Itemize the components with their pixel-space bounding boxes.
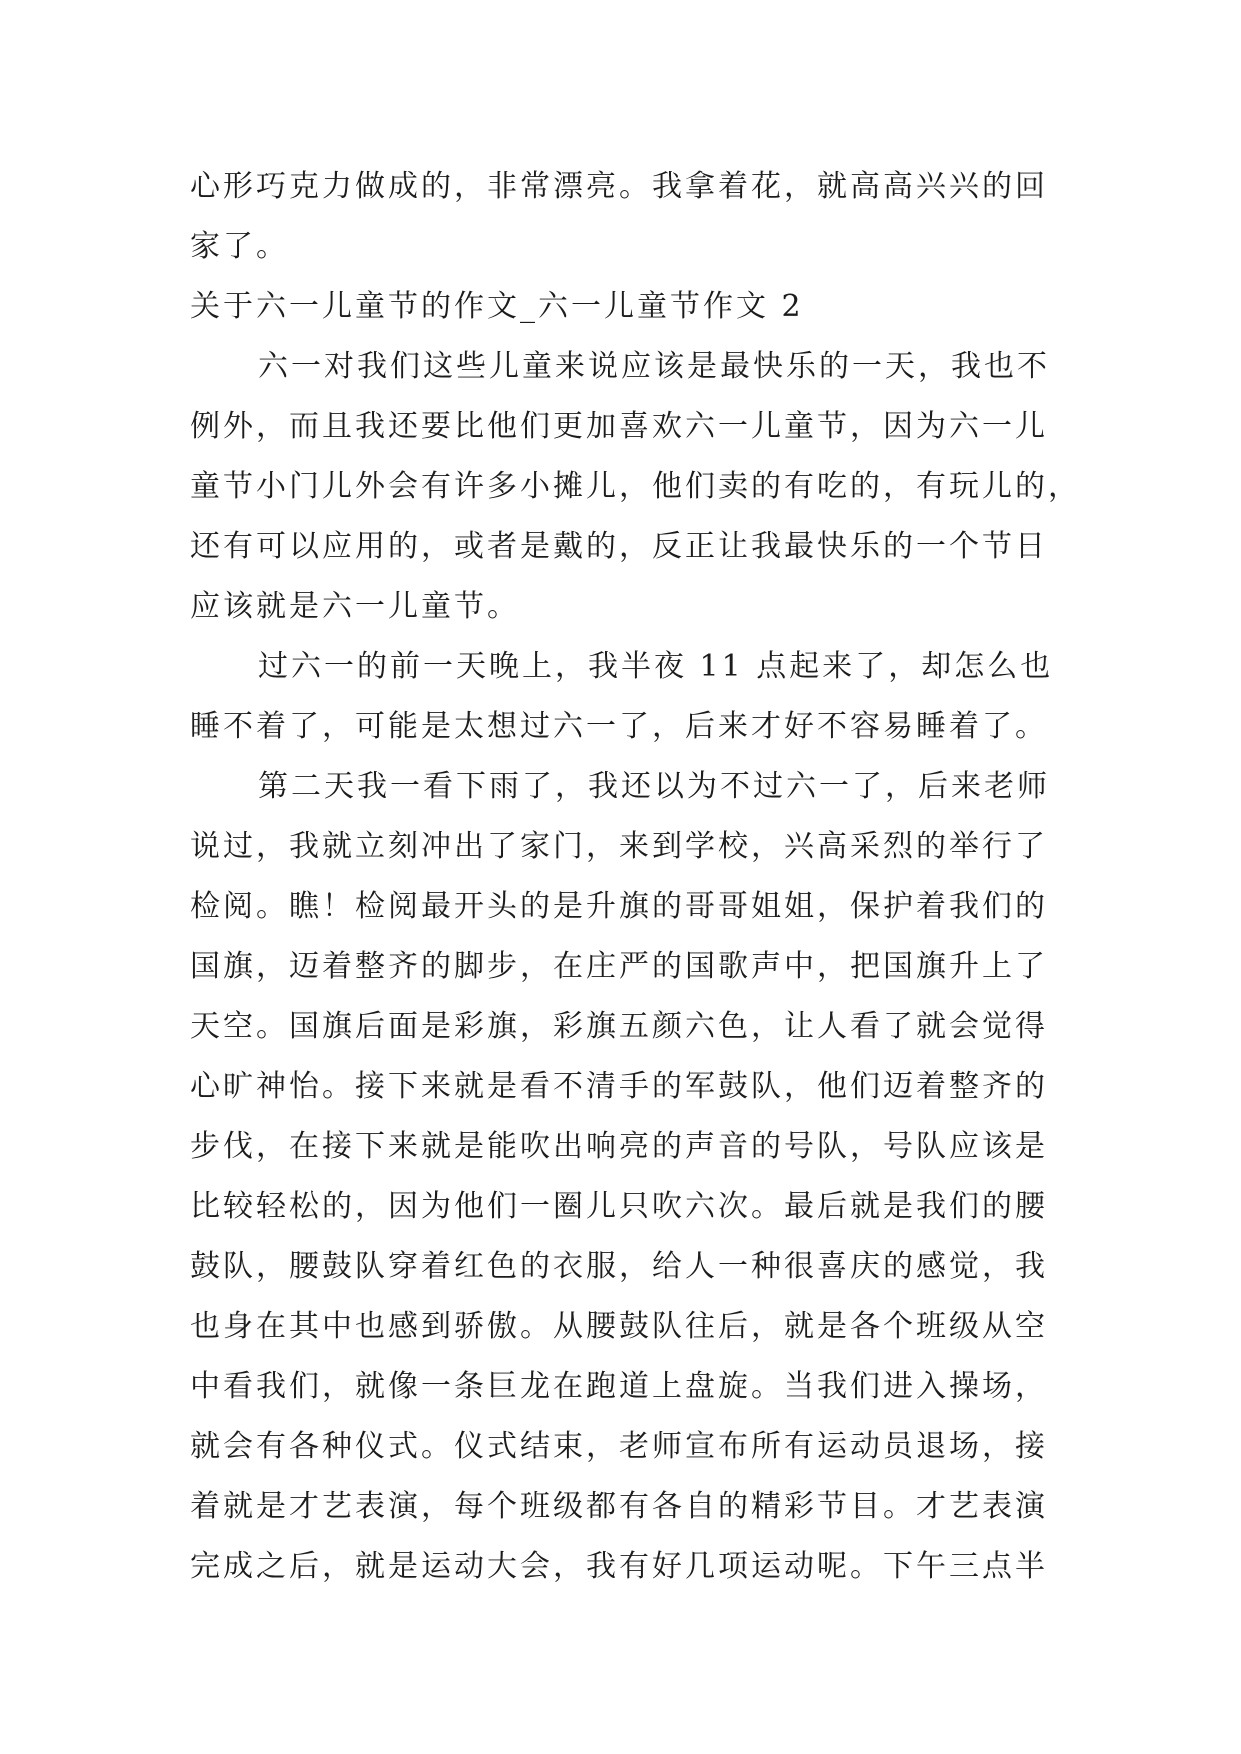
text-line: 说过，我就立刻冲出了家门，来到学校，兴高采烈的举行了 <box>190 829 1048 864</box>
text-line: 心旷神怡。接下来就是看不清手的军鼓队，他们迈着整齐的 <box>190 1069 1048 1104</box>
text-line: 心形巧克力做成的，非常漂亮。我拿着花，就高高兴兴的回 <box>190 169 1048 204</box>
paragraph-start-line: 过六一的前一天晚上，我半夜 11 点起来了，却怎么也 <box>258 649 1054 684</box>
essay-text <box>190 157 1081 1597</box>
text-line: 国旗，迈着整齐的脚步，在庄严的国歌声中，把国旗升上了 <box>190 949 1048 984</box>
text-line: 中看我们，就像一条巨龙在跑道上盘旋。当我们进入操场， <box>190 1369 1048 1404</box>
paragraph-start-line: 第二天我一看下雨了，我还以为不过六一了，后来老师 <box>258 769 1050 804</box>
text-line: 完成之后，就是运动大会，我有好几项运动呢。下午三点半 <box>190 1549 1048 1584</box>
text-line: 步伐，在接下来就是能吹出响亮的声音的号队，号队应该是 <box>190 1129 1048 1164</box>
text-line: 检阅。瞧！检阅最开头的是升旗的哥哥姐姐，保护着我们的 <box>190 889 1048 924</box>
text-line: 着就是才艺表演，每个班级都有各自的精彩节目。才艺表演 <box>190 1489 1048 1524</box>
text-line: 应该就是六一儿童节。 <box>190 589 520 624</box>
text-line: 例外，而且我还要比他们更加喜欢六一儿童节，因为六一儿 <box>190 409 1048 444</box>
section-heading: 关于六一儿童节的作文_六一儿童节作文 2 <box>190 289 804 324</box>
text-line: 比较轻松的，因为他们一圈儿只吹六次。最后就是我们的腰 <box>190 1189 1048 1224</box>
text-line: 天空。国旗后面是彩旗，彩旗五颜六色，让人看了就会觉得 <box>190 1009 1048 1044</box>
text-line: 鼓队，腰鼓队穿着红色的衣服，给人一种很喜庆的感觉，我 <box>190 1249 1048 1284</box>
text-line: 睡不着了，可能是太想过六一了，后来才好不容易睡着了。 <box>190 709 1048 744</box>
text-line: 童节小门儿外会有许多小摊儿，他们卖的有吃的，有玩儿的， <box>190 469 1081 504</box>
text-line: 也身在其中也感到骄傲。从腰鼓队往后，就是各个班级从空 <box>190 1309 1048 1344</box>
text-line: 就会有各种仪式。仪式结束，老师宣布所有运动员退场，接 <box>190 1429 1048 1464</box>
paragraph-start-line: 六一对我们这些儿童来说应该是最快乐的一天，我也不 <box>258 349 1050 384</box>
text-line: 家了。 <box>190 229 289 264</box>
text-line: 还有可以应用的，或者是戴的，反正让我最快乐的一个节日 <box>190 529 1048 564</box>
